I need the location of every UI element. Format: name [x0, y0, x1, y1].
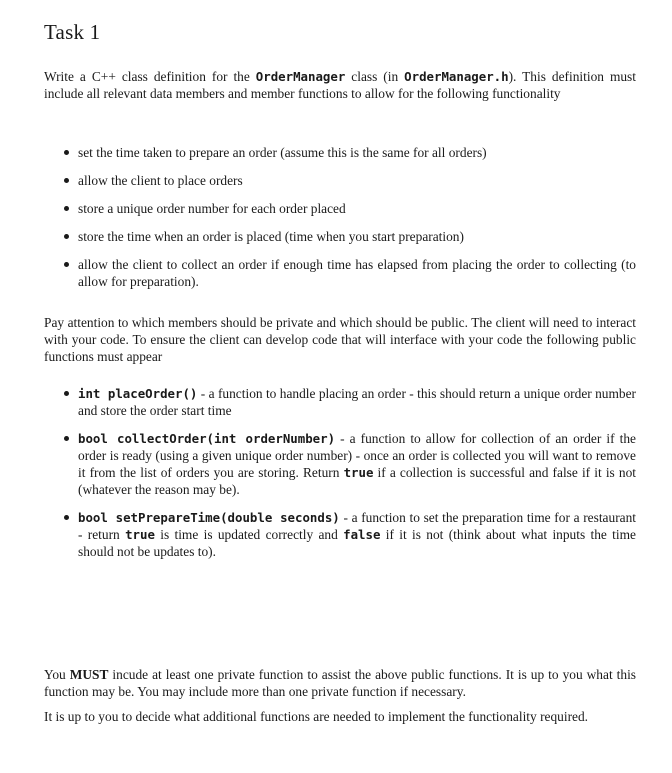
list-item: store a unique order number for each order placed — [63, 200, 636, 217]
requirements-list — [63, 144, 636, 301]
functions-list — [63, 385, 636, 571]
keyword-true: true — [125, 527, 155, 542]
list-item — [63, 509, 636, 560]
intro-text-1: Write a C++ class definition for the — [44, 69, 256, 84]
function-signature: int placeOrder() — [78, 386, 198, 401]
intro-text-3: ). This definition must include all relevant data members and member functions to allow for the following functionality — [44, 69, 636, 101]
keyword-false: false — [343, 527, 381, 542]
file-name: OrderManager.h — [404, 69, 509, 84]
class-name: OrderManager — [255, 69, 346, 84]
function-signature: bool collectOrder(int orderNumber) — [78, 431, 336, 446]
function-description: - a function to handle placing an order - this should return a unique order number and store the order start time — [78, 386, 637, 418]
intro-text-2: class (in — [345, 69, 405, 84]
list-item: allow the client to place orders — [63, 172, 636, 189]
task-title: Task 1 — [44, 20, 101, 44]
function-description: if it is not (think about what inputs the time should not be updates to). — [78, 527, 636, 559]
must-text-1: You — [44, 667, 70, 682]
function-description: - a function to allow for collection of an order if the order is ready (using a given unique order number) - once an order is collected you will want to remove it from the list of orders you are storing. Return — [78, 431, 636, 480]
list-item: store the time when an order is placed (time when you start preparation) — [63, 228, 636, 245]
list-item: set the time taken to prepare an order (assume this is the same for all orders) — [63, 144, 636, 161]
function-signature: bool setPrepareTime(double seconds) — [78, 510, 340, 525]
list-item — [63, 385, 636, 419]
must-emphasis: MUST — [69, 667, 109, 682]
keyword-true: true — [343, 465, 374, 480]
must-paragraph — [44, 666, 636, 700]
list-item — [63, 430, 636, 498]
function-description: - a function to set the preparation time for a restaurant - return — [78, 510, 637, 542]
must-text-2: incude at least one private function to assist the above public functions. It is up to you what this function may be. You may include more than one private function if necessary. — [44, 667, 636, 699]
function-description: is time is updated correctly and — [154, 527, 344, 542]
list-item: allow the client to collect an order if enough time has elapsed from placing the order to collecting (to allow for preparation). — [63, 256, 636, 290]
function-description: if a collection is successful and false if it is not (whatever the reason may be). — [78, 465, 637, 497]
final-paragraph: It is up to you to decide what additional functions are needed to implement the functionality required. — [44, 709, 589, 724]
attention-paragraph: Pay attention to which members should be private and which should be public. The client will need to interact with your code. To ensure the client can develop code that will interface with your code the following public functions must appear — [44, 315, 636, 364]
intro-paragraph — [44, 68, 636, 102]
